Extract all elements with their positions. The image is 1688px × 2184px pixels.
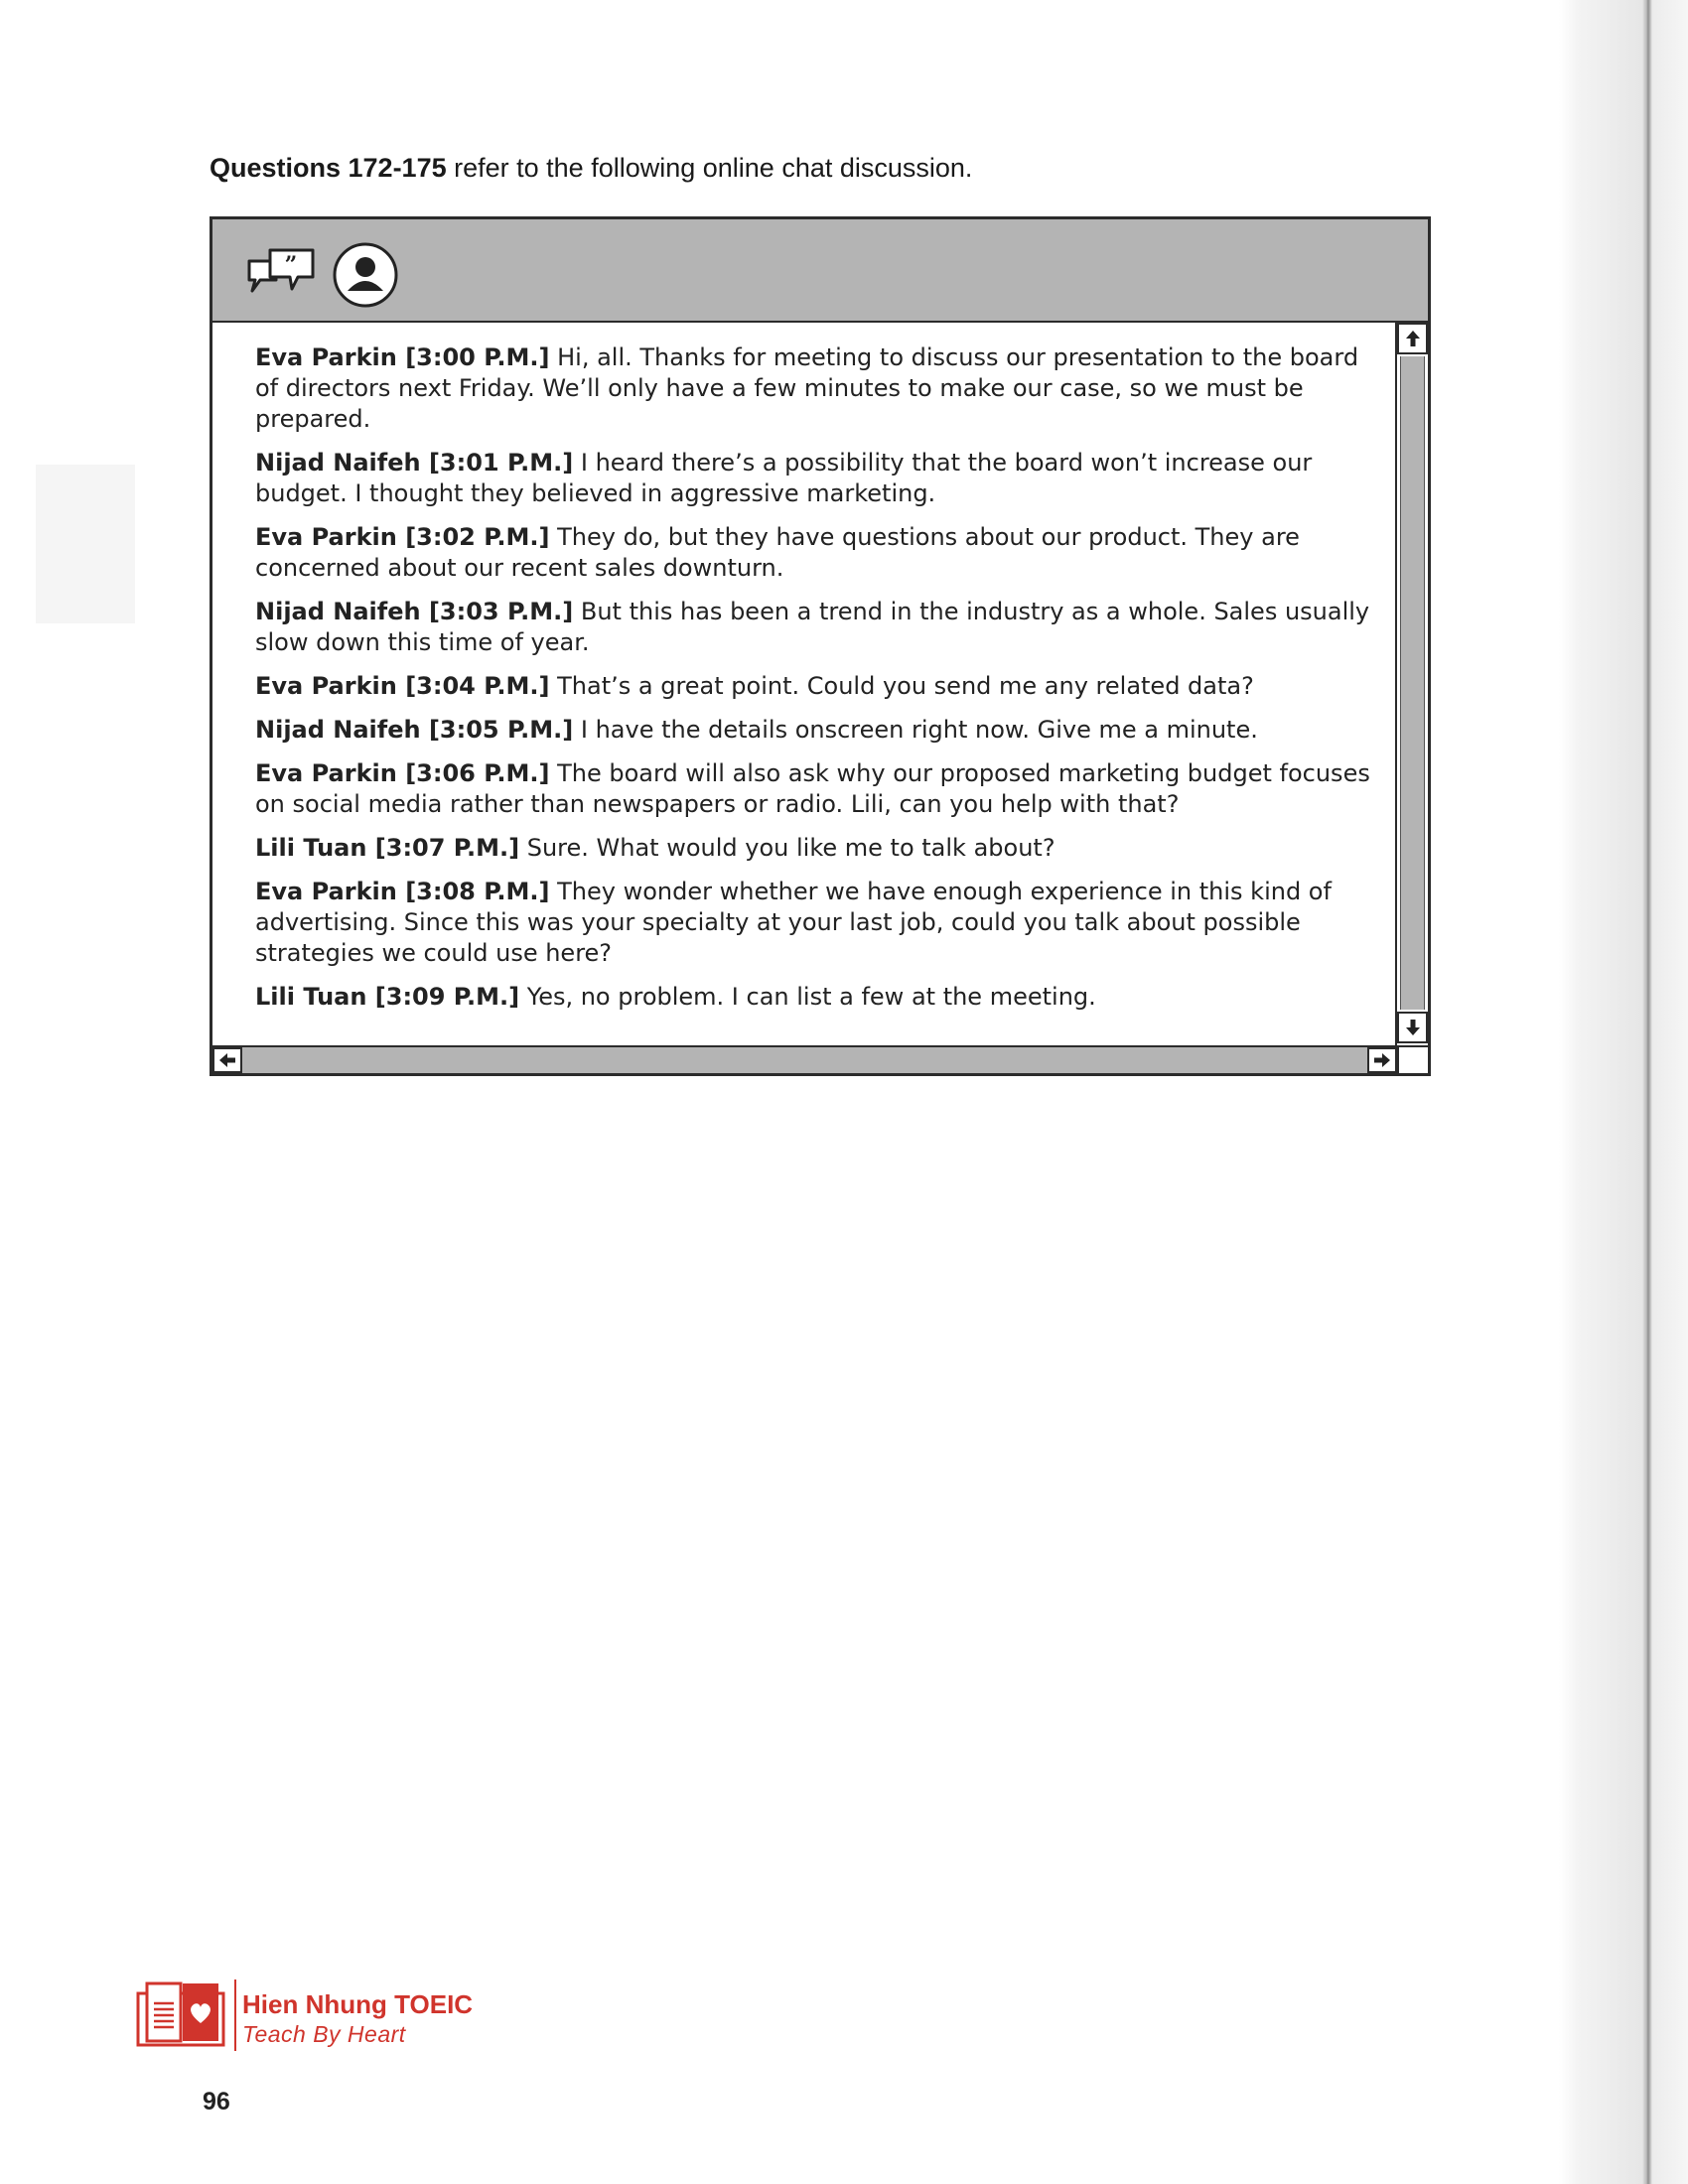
chat-message bbox=[255, 715, 1387, 746]
arrow-down-icon bbox=[1405, 1019, 1421, 1036]
message-speaker: Eva Parkin [3:08 P.M.] bbox=[255, 878, 550, 905]
message-text: But this has been a trend in the industry as a whole. Sales usually slow down this time of year. bbox=[255, 598, 1370, 656]
chat-message bbox=[255, 833, 1387, 864]
message-speaker: Nijad Naifeh [3:03 P.M.] bbox=[255, 598, 574, 625]
user-profile-icon[interactable] bbox=[332, 241, 399, 309]
chat-message bbox=[255, 982, 1387, 1013]
chat-message bbox=[255, 671, 1387, 702]
book-heart-logo-icon bbox=[135, 1979, 226, 2051]
chat-message bbox=[255, 758, 1387, 820]
message-speaker: Eva Parkin [3:00 P.M.] bbox=[255, 343, 550, 371]
message-list bbox=[255, 342, 1387, 1025]
message-text: I have the details onscreen right now. Give me a minute. bbox=[580, 716, 1258, 744]
question-intro bbox=[210, 151, 1401, 185]
scroll-up-button[interactable] bbox=[1397, 323, 1428, 354]
message-text: Yes, no problem. I can list a few at the meeting. bbox=[526, 983, 1096, 1011]
scroll-right-button[interactable] bbox=[1367, 1047, 1397, 1073]
chat-message-area[interactable] bbox=[212, 323, 1397, 1045]
message-text: That’s a great point. Could you send me any related data? bbox=[557, 672, 1254, 700]
vertical-scrollbar[interactable] bbox=[1397, 323, 1428, 1045]
message-speaker: Eva Parkin [3:06 P.M.] bbox=[255, 759, 550, 787]
chat-message bbox=[255, 597, 1387, 658]
arrow-up-icon bbox=[1405, 330, 1421, 347]
message-text: Sure. What would you like me to talk about? bbox=[526, 834, 1055, 862]
scrollbar-corner bbox=[1397, 1047, 1428, 1073]
chat-message bbox=[255, 877, 1387, 969]
message-speaker: Eva Parkin [3:02 P.M.] bbox=[255, 523, 550, 551]
message-text: I heard there’s a possibility that the board won’t increase our budget. I thought they believed in aggressive marketing. bbox=[255, 449, 1313, 507]
speech-bubbles-icon[interactable] bbox=[246, 247, 316, 301]
page-edge-shadow bbox=[1559, 0, 1688, 2184]
vertical-scroll-track[interactable] bbox=[1400, 356, 1425, 1010]
message-text: They wonder whether we have enough experience in this kind of advertising. Since this was your specialty at your last job, could you talk about possible strategies we could use here? bbox=[255, 878, 1332, 967]
message-speaker: Eva Parkin [3:04 P.M.] bbox=[255, 672, 550, 700]
message-text: Hi, all. Thanks for meeting to discuss our presentation to the board of directors next Friday. We’ll only have a few minutes to make our case, so we must be prepared. bbox=[255, 343, 1359, 433]
message-text: They do, but they have questions about our product. They are concerned about our recent sales downturn. bbox=[255, 523, 1300, 582]
horizontal-scrollbar[interactable] bbox=[212, 1045, 1428, 1073]
chat-title-bar bbox=[212, 219, 1428, 323]
brand-footer bbox=[135, 1979, 552, 2053]
arrow-left-icon bbox=[218, 1053, 236, 1067]
message-speaker: Lili Tuan [3:09 P.M.] bbox=[255, 983, 520, 1011]
brand-divider bbox=[234, 1979, 236, 2051]
brand-name: Hien Nhung TOEIC bbox=[242, 1989, 474, 2019]
arrow-right-icon bbox=[1373, 1053, 1391, 1067]
message-speaker: Nijad Naifeh [3:05 P.M.] bbox=[255, 716, 574, 744]
chat-window bbox=[210, 216, 1431, 1076]
page-scan-shade bbox=[36, 465, 135, 623]
svg-text:”: ” bbox=[284, 252, 298, 278]
message-speaker: Lili Tuan [3:07 P.M.] bbox=[255, 834, 520, 862]
page-number: 96 bbox=[203, 2088, 230, 2116]
message-text: The board will also ask why our proposed marketing budget focuses on social media rather than newspapers or radio. Lili, can you help with that? bbox=[255, 759, 1370, 818]
chat-message bbox=[255, 448, 1387, 509]
brand-tagline: Teach By Heart bbox=[242, 2021, 406, 2047]
message-speaker: Nijad Naifeh [3:01 P.M.] bbox=[255, 449, 574, 477]
scroll-left-button[interactable] bbox=[212, 1047, 242, 1073]
question-intro-text: refer to the following online chat discussion. bbox=[446, 153, 973, 183]
scroll-down-button[interactable] bbox=[1397, 1012, 1428, 1043]
question-range: Questions 172-175 bbox=[210, 153, 447, 183]
chat-message bbox=[255, 522, 1387, 584]
chat-message bbox=[255, 342, 1387, 435]
